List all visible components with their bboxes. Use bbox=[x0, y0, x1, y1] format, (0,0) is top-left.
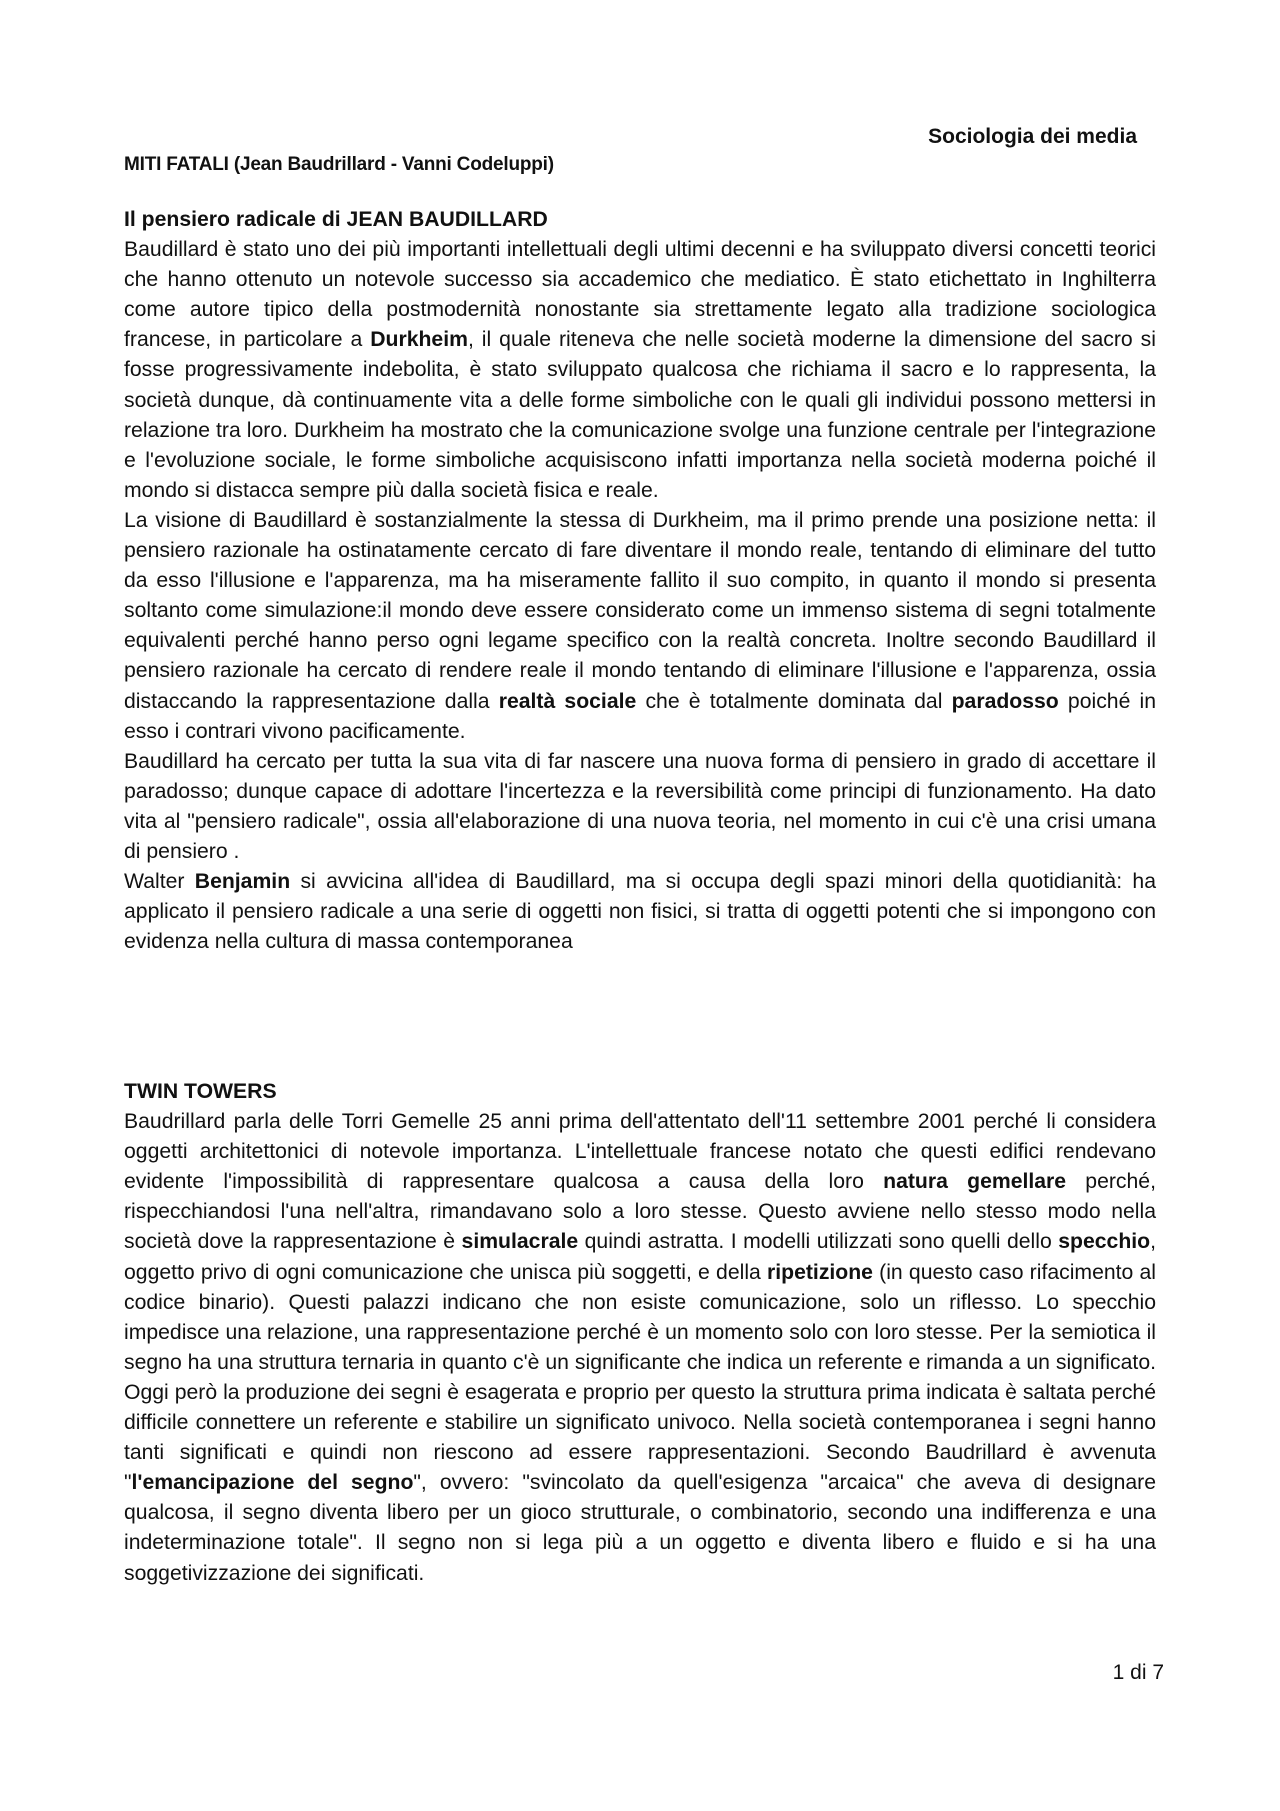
bold-term: paradosso bbox=[951, 689, 1059, 713]
course-label: Sociologia dei media bbox=[928, 125, 1137, 148]
bold-term: ripetizione bbox=[767, 1260, 873, 1284]
section-heading: TWIN TOWERS bbox=[124, 1080, 277, 1103]
section-twin-towers bbox=[124, 1077, 1156, 1589]
paragraph: Baudillard ha cercato per tutta la sua vita di far nascere una nuova forma di pensiero in grado di accettare il paradosso; dunque capace di adottare l'incertezza e la reversibilità come principi di funzionamento. Ha dato vita al "pensiero radicale", ossia all'elaborazione di una nuova teoria, nel momento in cui c'è una crisi umana di pensiero . bbox=[124, 749, 1156, 863]
bold-term: realtà sociale bbox=[498, 689, 637, 713]
page-number: 1 di 7 bbox=[1112, 1661, 1164, 1684]
section-heading: Il pensiero radicale di JEAN BAUDILLARD bbox=[124, 208, 548, 231]
bold-term: simulacrale bbox=[461, 1230, 579, 1254]
section-radical-thought bbox=[124, 205, 1156, 957]
bold-term: l'emancipazione del segno bbox=[131, 1471, 414, 1495]
paragraph: La visione di Baudillard è sostanzialmente la stessa di Durkheim, ma il primo prende una posizione netta: il pensiero razionale ha ostinatamente cercato di fare diventare il mondo reale, tentando di eliminare del tutto da esso l'illusione e l'apparenza, ma ha miseramente fallito il suo compito, in quanto il mondo si presenta soltanto come simulazione:il mondo deve essere considerato come un immenso sistema di segni totalmente equivalenti perché hanno perso ogni legame specifico con la realtà concreta. Inoltre secondo Baudillard il pensiero razionale ha cercato di rendere reale il mondo tentando di eliminare l'illusione e l'apparenza, ossia distaccando la rappresentazione dalla realtà sociale che è totalmente dominata dal paradosso poiché in esso i contrari vivono pacificamente. bbox=[124, 508, 1157, 743]
bold-term: Durkheim bbox=[370, 328, 468, 352]
bold-term: specchio bbox=[1058, 1230, 1151, 1254]
paragraph: Walter Benjamin si avvicina all'idea di Baudillard, ma si occupa degli spazi minori della quotidianità: ha applicato il pensiero radicale a una serie di oggetti non fisici, si tratta di oggetti potenti che si impongono con evidenza nella cultura di massa contemporanea bbox=[124, 870, 1156, 954]
document-title: MITI FATALI (Jean Baudrillard - Vanni Codeluppi) bbox=[124, 154, 554, 175]
paragraph: Baudillard è stato uno dei più importanti intellettuali degli ultimi decenni e ha sviluppato diversi concetti teorici che hanno ottenuto un notevole successo sia accademico che mediatico. È stato etichettato in Inghilterra come autore tipico della postmodernità nonostante sia strettamente legato alla tradizione sociologica francese, in particolare a Durkheim, il quale riteneva che nelle società moderne la dimensione del sacro si fosse progressivamente indebolita, è stato sviluppato qualcosa che richiama il sacro e lo rappresenta, la società dunque, dà continuamente vita a delle forme simboliche con le quali gli individui possono mettersi in relazione tra loro. Durkheim ha mostrato che la comunicazione svolge una funzione centrale per l'integrazione e l'evoluzione sociale, le forme simboliche acquisiscono infatti importanza nella società moderna poiché il mondo si distacca sempre più dalla società fisica e reale. bbox=[124, 238, 1156, 502]
paragraph: Baudrillard parla delle Torri Gemelle 25 anni prima dell'attentato dell'11 settembre 2001 perché li considera oggetti architettonici di notevole importanza. L'intellettuale francese notato che questi edifici rendevano evidente l'impossibilità di rappresentare qualcosa a causa della loro natura gemellare perché, rispecchiandosi l'una nell'altra, rimandavano solo a loro stesse. Questo avviene nello stesso modo nella società dove la rappresentazione è simulacrale quindi astratta. I modelli utilizzati sono quelli dello specchio, oggetto privo di ogni comunicazione che unisca più soggetti, e della ripetizione (in questo caso rifacimento al codice binario). Questi palazzi indicano che non esiste comunicazione, solo un riflesso. Lo specchio impedisce una relazione, una rappresentazione perché è un momento solo con loro stesse. Per la semiotica il segno ha una struttura ternaria in quanto c'è un significante che indica un referente e rimanda a un significato. Oggi però la produzione dei segni è esagerata e proprio per questo la struttura prima indicata è saltata perché difficile connettere un referente e stabilire un significato univoco. Nella società contemporanea i segni hanno tanti significati e quindi non riescono ad essere rappresentazioni. Secondo Baudrillard è avvenuta "l'emancipazione del segno", ovvero: "svincolato da quell'esigenza "arcaica" che aveva di designare qualcosa, il segno diventa libero per un gioco strutturale, o combinatorio, secondo una indifferenza e una indeterminazione totale". Il segno non si lega più a un oggetto e diventa libero e fluido e si ha una soggetivizzazione dei significati. bbox=[124, 1110, 1156, 1585]
bold-term: natura gemellare bbox=[883, 1170, 1067, 1194]
bold-term: Benjamin bbox=[194, 870, 291, 894]
